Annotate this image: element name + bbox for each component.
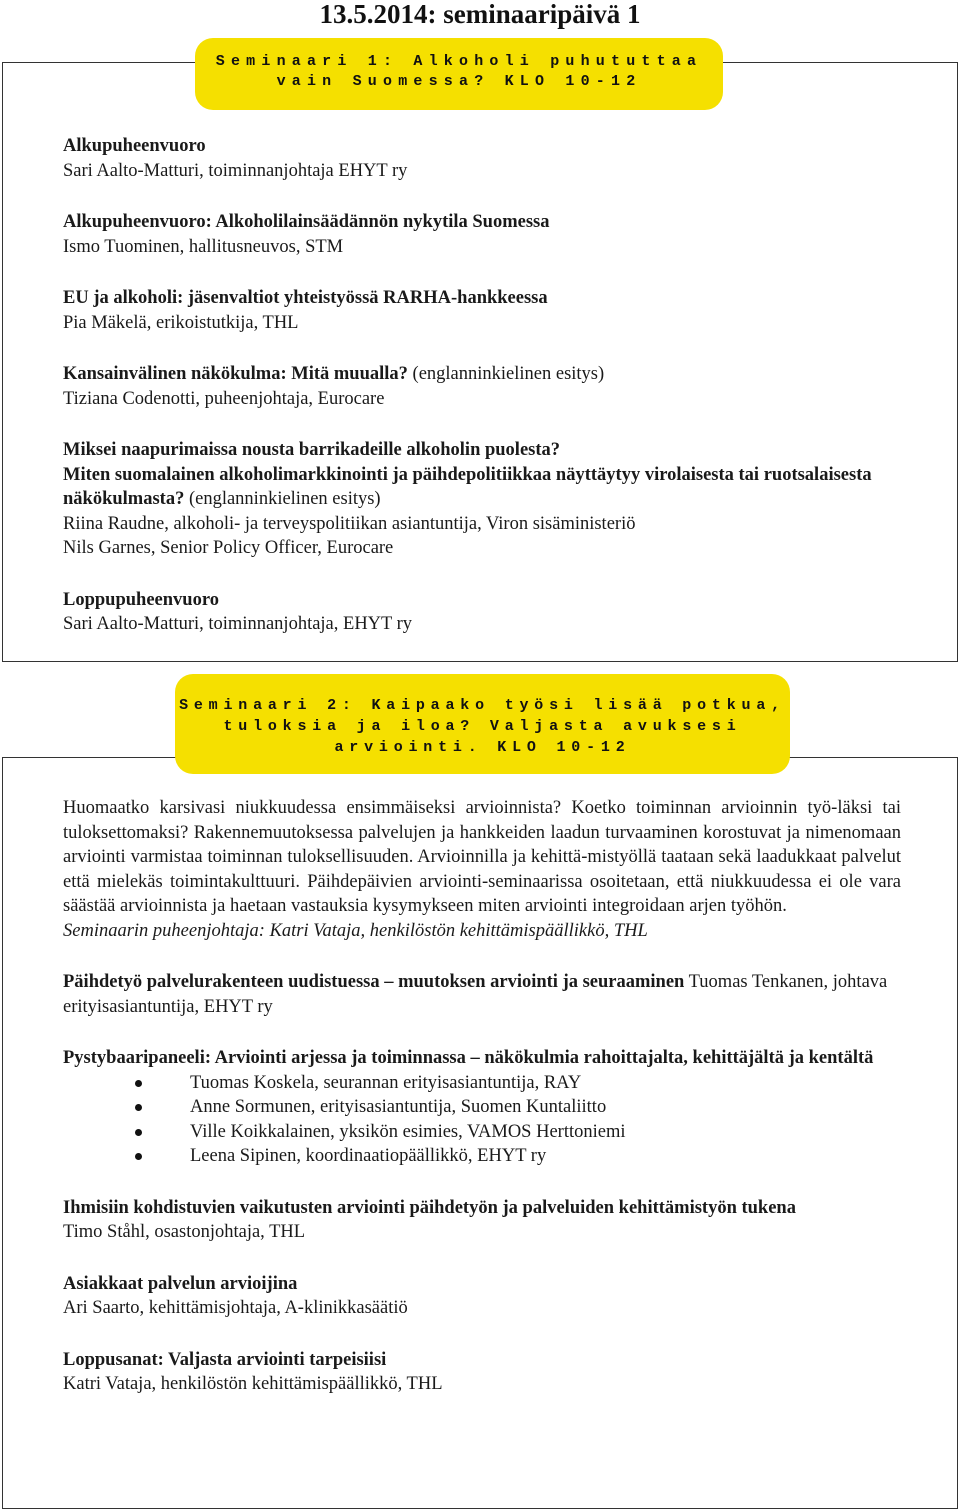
seminar2-banner-line3: arviointi. KLO 10-12 — [334, 739, 631, 756]
program-item — [63, 1196, 901, 1245]
program-item — [63, 210, 901, 259]
item-speaker: Ismo Tuominen, hallitusneuvos, STM — [63, 236, 344, 257]
seminar1-banner — [195, 38, 723, 110]
seminar2-banner-line1: Seminaari 2: Kaipaako työsi lisää potkua, — [179, 697, 786, 714]
panel-title-line2: Miten suomalainen alkoholimarkkinointi ja päihdepolitiikkaa näyttäytyy virolaisesta tai ruotsalaisesta näkökulmasta? — [63, 464, 872, 509]
chair-line — [63, 919, 901, 944]
language-note: (englanninkielinen esitys) — [407, 364, 605, 384]
item-title: EU ja alkoholi: jäsenvaltiot yhteistyössä RARHA-hankkeessa — [63, 288, 548, 308]
item-title: Asiakkaat palvelun arvioijina — [63, 1273, 298, 1294]
panel-title: Pystybaaripaneeli: Arviointi arjessa ja toiminnassa – näkökulmia rahoittajalta, kehittäjältä ja kentältä — [63, 1048, 874, 1068]
panel-item — [63, 1046, 901, 1169]
program-item — [63, 286, 901, 335]
program-item — [63, 134, 901, 183]
language-note: (englanninkielinen esitys) — [184, 489, 381, 509]
item-speaker: Timo Ståhl, osastonjohtaja, THL — [63, 1222, 306, 1242]
panel-item — [63, 438, 901, 561]
program-item — [63, 1272, 901, 1321]
item-speaker: Tuomas Tenkanen, johtava erityisasiantuntija, EHYT ry — [63, 972, 888, 1017]
item-speaker: Sari Aalto-Matturi, toiminnanjohtaja, EHYT ry — [63, 614, 413, 634]
item-title: Loppusanat: Valjasta arviointi tarpeisiisi — [63, 1349, 387, 1370]
item-title: Päihdetyö palvelurakenteen uudistuessa – muutoksen arviointi ja seuraaminen — [63, 972, 685, 992]
list-item: Leena Sipinen, koordinaatiopäällikkö, EHYT ry — [63, 1144, 901, 1169]
program-item — [63, 1348, 901, 1397]
seminar1-program — [63, 134, 901, 664]
chair-label: Seminaarin puheenjohtaja: — [63, 920, 265, 941]
seminar2-banner — [175, 674, 790, 774]
list-item: Anne Sormunen, erityisasiantuntija, Suomen Kuntaliitto — [63, 1095, 901, 1120]
program-item — [63, 588, 901, 637]
seminar2-intro: Huomaatko karsivasi niukkuudessa ensimmäiseksi arvioinnista? Koetko toiminnan arvioinnin työ-läksi tai tuloksettomaksi? Rakennemuutoksessa palvelujen ja hankkeiden laadun turvaaminen korostuvat ja nimenomaan arviointi varmistaa toiminnan tuloksellisuuden. Arvioinnilla ja kehittä-mistyöllä taataan sekä laadukkaat palvelut että mielekäs toimintakulttuuri. Päihdepäivien arviointi-seminaarissa osoitetaan, että niukkuudessa ei ole vara säästää arvioinnista ja haetaan vastauksia kysymykseen miten arviointi integroidaan arjen työhön. — [63, 798, 901, 916]
chair-name: Katri Vataja, henkilöstön kehittämispäällikkö, THL — [264, 920, 648, 941]
item-speaker: Pia Mäkelä, erikoistutkija, THL — [63, 312, 299, 333]
item-speaker: Sari Aalto-Matturi, toiminnanjohtaja EHYT ry — [63, 160, 408, 181]
seminar1-banner-line1: Seminaari 1: Alkoholi puhututtaa — [215, 53, 703, 70]
seminar2-banner-line2: tuloksia ja iloa? Valjasta avuksesi — [223, 718, 742, 735]
item-title: Alkupuheenvuoro — [63, 136, 206, 156]
item-speaker: Tiziana Codenotti, puheenjohtaja, Eurocare — [63, 388, 385, 409]
item-title: Ihmisiin kohdistuvien vaikutusten arviointi päihdetyön ja palveluiden kehittämistyön tukena — [63, 1197, 796, 1218]
page-title: 13.5.2014: seminaaripäivä 1 — [319, 0, 641, 29]
panel-speaker: Nils Garnes, Senior Policy Officer, Eurocare — [63, 538, 394, 558]
seminar2-program — [63, 796, 901, 1424]
bullet-icon — [135, 1153, 142, 1160]
item-speaker: Ari Saarto, kehittämisjohtaja, A-klinikkasäätiö — [63, 1298, 408, 1318]
item-title: Loppupuheenvuoro — [63, 589, 219, 610]
panel-title-line1: Miksei naapurimaissa nousta barrikadeille alkoholin puolesta? — [63, 440, 561, 460]
item-title: Alkupuheenvuoro: Alkoholilainsäädännön nykytila Suomessa — [63, 212, 550, 232]
program-item — [63, 362, 901, 411]
bullet-icon — [135, 1104, 142, 1111]
panel-speaker: Riina Raudne, alkoholi- ja terveyspolitiikan asiantuntija, Viron sisäministeriö — [63, 513, 636, 534]
program-item — [63, 970, 901, 1019]
list-item: Ville Koikkalainen, yksikön esimies, VAMOS Herttoniemi — [63, 1120, 901, 1145]
item-speaker: Katri Vataja, henkilöstön kehittämispäällikkö, THL — [63, 1374, 443, 1394]
list-item: Tuomas Koskela, seurannan erityisasiantuntija, RAY — [63, 1071, 901, 1096]
seminar1-banner-line2: vain Suomessa? KLO 10-12 — [276, 73, 642, 90]
bullet-icon — [135, 1080, 142, 1087]
bullet-icon — [135, 1129, 142, 1136]
panel-speaker-list — [63, 1071, 901, 1169]
item-title: Kansainvälinen näkökulma: Mitä muualla? — [63, 364, 408, 384]
